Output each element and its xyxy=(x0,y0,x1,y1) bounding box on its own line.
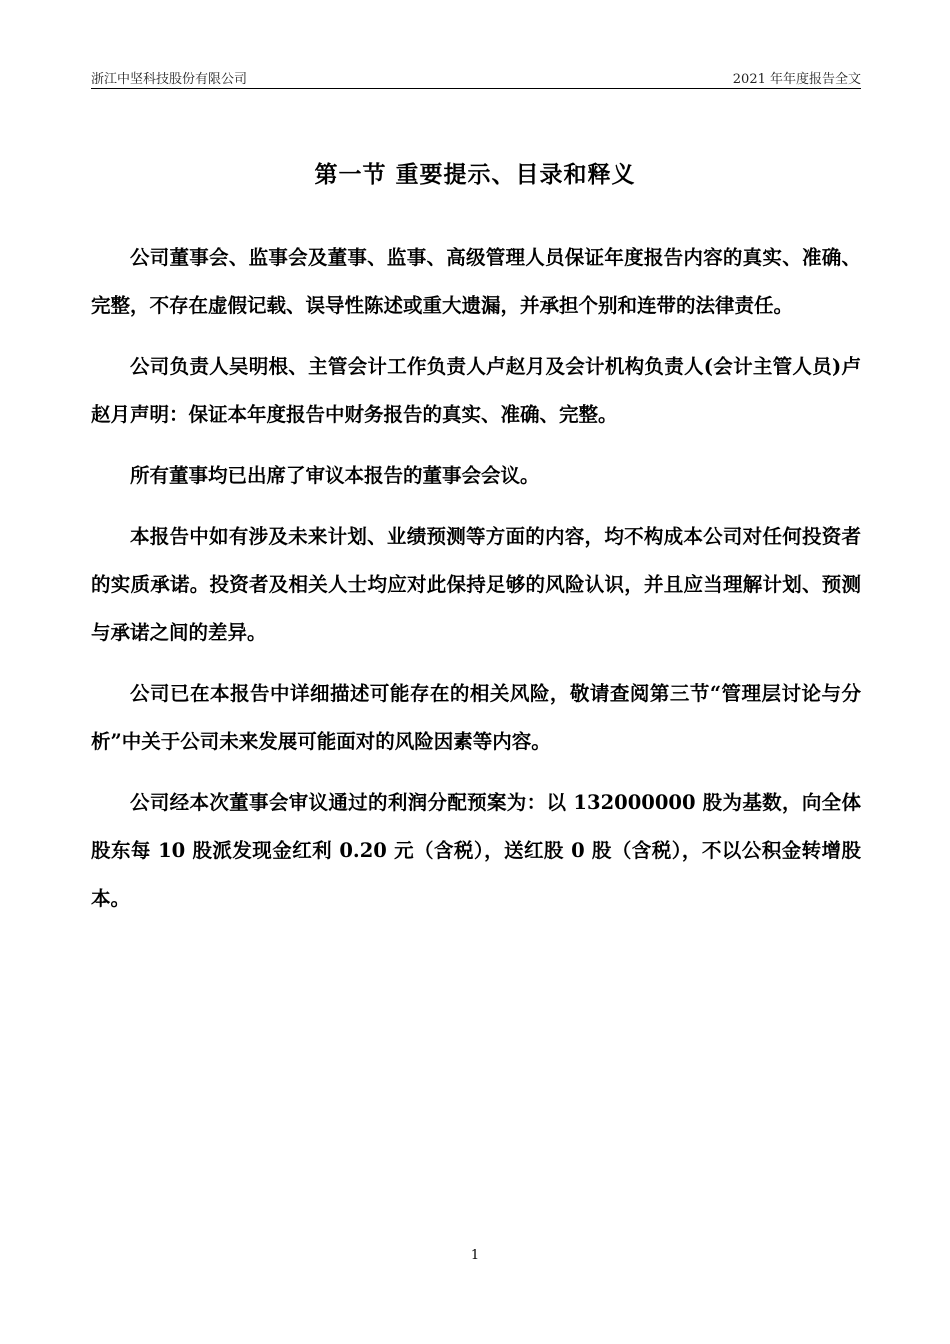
paragraph-board-attendance: 所有董事均已出席了审议本报告的董事会会议。 xyxy=(130,464,540,487)
paragraph-risk-notice: 公司已在本报告中详细描述可能存在的相关风险，敬请查阅第三节“管理层讨论与分析”中关于公司未来发展可能面对的风险因素等内容。 xyxy=(91,682,861,753)
main-content xyxy=(91,234,861,936)
paragraph-financial-declaration: 公司负责人吴明根、主管会计工作负责人卢赵月及会计机构负责人(会计主管人员)卢赵月声明：保证本年度报告中财务报告的真实、准确、完整。 xyxy=(91,355,861,426)
paragraph-forward-looking-disclaimer: 本报告中如有涉及未来计划、业绩预测等方面的内容，均不构成本公司对任何投资者的实质承诺。投资者及相关人士均应对此保持足够的风险认识，并且应当理解计划、预测与承诺之间的差异。 xyxy=(91,525,861,644)
header-report-title: 2021 年年度报告全文 xyxy=(732,72,861,87)
paragraph-responsibility-statement: 公司董事会、监事会及董事、监事、高级管理人员保证年度报告内容的真实、准确、完整，不存在虚假记载、误导性陈述或重大遗漏，并承担个别和连带的法律责任。 xyxy=(91,246,861,317)
section-title: 第一节 重要提示、目录和释义 xyxy=(314,161,636,188)
page-number: 1 xyxy=(470,1248,480,1263)
header-company-name: 浙江中坚科技股份有限公司 xyxy=(91,72,248,87)
paragraph-profit-distribution: 公司经本次董事会审议通过的利润分配预案为：以 132000000 股为基数，向全体股东每 10 股派发现金红利 0.20 元（含税），送红股 0 股（含税），不以公积金转增股本。 xyxy=(91,791,861,910)
page-header xyxy=(91,66,861,89)
